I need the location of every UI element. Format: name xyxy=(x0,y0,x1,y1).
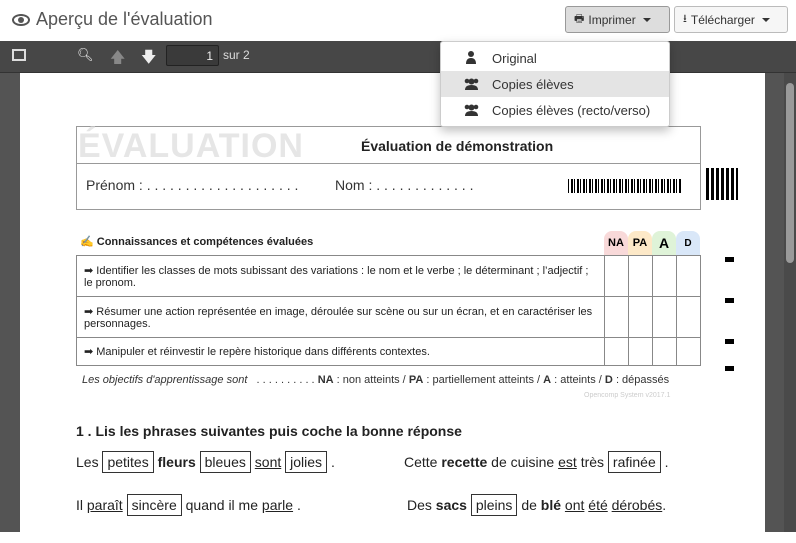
menu-item-original[interactable]: Original xyxy=(441,45,669,71)
chevron-down-icon xyxy=(762,18,770,22)
users-icon xyxy=(463,78,479,90)
competence-cell: ➡ Manipuler et réinvestir le repère historique dans différents contextes. xyxy=(77,338,605,366)
evaluation-title: Évaluation de démonstration xyxy=(361,138,554,154)
viewer-scrollbar[interactable] xyxy=(784,73,796,532)
menu-item-copies-eleves[interactable]: Copies élèves xyxy=(441,71,669,97)
evaluation-watermark: ÉVALUATION xyxy=(78,127,304,165)
registration-mark xyxy=(725,366,734,371)
level-a-header: A xyxy=(652,231,676,255)
barcode-image xyxy=(568,179,682,193)
user-icon xyxy=(466,51,476,64)
print-dropdown-menu xyxy=(440,41,670,127)
page-title-text: Aperçu de l'évaluation xyxy=(36,9,213,29)
competence-cell: ➡ Identifier les classes de mots subissant des variations : le nom et le verbe ; le déterminant ; l’adjectif ; le pronom. xyxy=(77,256,605,297)
sentence-1: Les petites fleurs bleues sont jolies . xyxy=(76,451,335,473)
download-button[interactable] xyxy=(674,6,788,33)
download-icon: ⭳ xyxy=(683,13,687,25)
table-row xyxy=(77,297,701,338)
print-label: Imprimer xyxy=(588,12,636,27)
search-icon[interactable]: 🔍︎ xyxy=(77,47,94,62)
page-total: sur 2 xyxy=(223,48,250,62)
level-na-header: NA xyxy=(604,231,628,255)
table-row xyxy=(77,338,701,366)
registration-mark xyxy=(725,339,734,344)
sidebar-toggle-icon[interactable] xyxy=(12,49,26,61)
eye-icon xyxy=(12,14,30,26)
version-text: Opencomp System v2017.1 xyxy=(584,392,671,399)
scrollbar-thumb[interactable] xyxy=(786,83,794,263)
level-d-header: D xyxy=(676,231,700,255)
previous-page-icon[interactable]: 🡅 xyxy=(110,49,126,66)
registration-mark xyxy=(725,257,734,262)
competences-table xyxy=(76,255,701,366)
exercise-title: 1 . Lis les phrases suivantes puis coche la bonne réponse xyxy=(76,423,462,439)
sentence-4: Des sacs pleins de blé ont été dérobés. xyxy=(407,494,666,516)
prenom-field: Prénom : . . . . . . . . . . . . . . . . . . . . xyxy=(86,177,299,193)
qr-code-image xyxy=(706,168,738,200)
legend-line: Les objectifs d'apprentissage sont . . . . . . . . . . NA : non atteints / PA : partiellement atteints / A : atteints / D : dépassés xyxy=(82,374,670,386)
app-header xyxy=(0,0,796,41)
competence-cell: ➡ Résumer une action représentée en image, déroulée sur scène ou sur un écran, et en caractériser les personnages. xyxy=(77,297,605,338)
page-number-input[interactable] xyxy=(166,45,219,66)
chevron-down-icon xyxy=(643,18,651,22)
registration-mark xyxy=(725,298,734,303)
competences-title: ✍ Connaissances et compétences évaluées xyxy=(80,236,314,248)
next-page-icon[interactable]: 🡇 xyxy=(141,49,157,66)
level-pa-header: PA xyxy=(628,231,652,255)
menu-item-copies-eleves-recto-verso[interactable]: Copies élèves (recto/verso) xyxy=(441,97,669,123)
print-button[interactable] xyxy=(565,6,670,33)
nom-field: Nom : . . . . . . . . . . . . . xyxy=(335,177,474,193)
sentence-3: Il paraît sincère quand il me parle . xyxy=(76,494,301,516)
download-label: Télécharger xyxy=(690,12,755,27)
sentence-2: Cette recette de cuisine est très rafinée . xyxy=(404,451,669,473)
printer-icon: 🖶 xyxy=(574,13,585,25)
page-title xyxy=(12,9,213,30)
table-row xyxy=(77,256,701,297)
users-icon xyxy=(463,104,479,116)
